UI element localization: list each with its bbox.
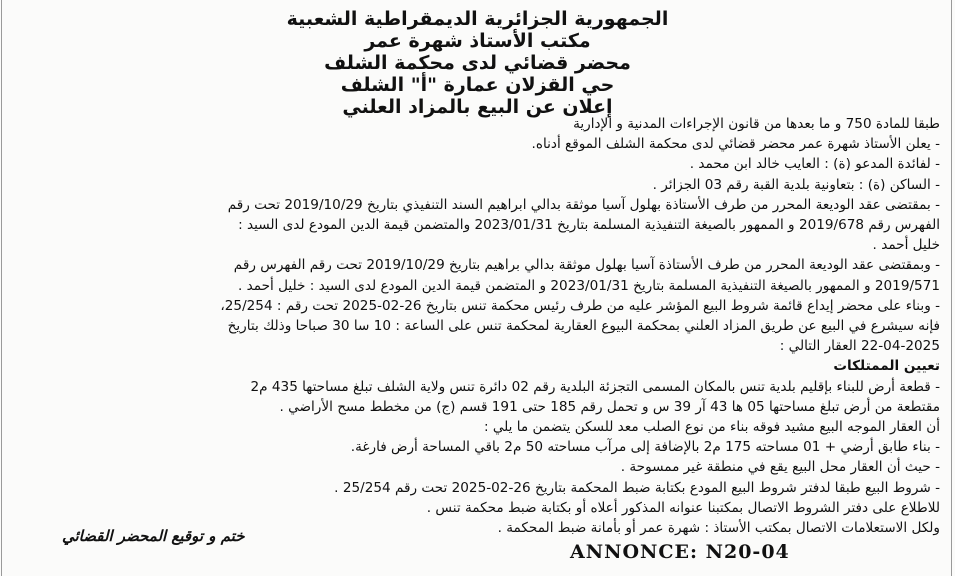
body-line: - بناء طابق أرضي + 01 مساحته 175 م2 بالإضافة إلى مرآب مساحته 50 م2 باقي المساحة أرض فارغة. xyxy=(350,439,940,456)
header-address: حي القزلان عمارة "أ" الشلف xyxy=(340,74,615,96)
body-line: 2019/571 و الممهور بالصيغة التنفيذية المسلمة بتاريخ 2023/01/31 و المتضمن قيمة الدين المودع لدى السيد : خليل أحمد . xyxy=(237,277,940,294)
body-line: للاطلاع على دفتر الشروط الاتصال بمكتبنا عنوانه المذكور أعلاه أو بكتابة ضبط محكمة تنس . xyxy=(426,499,940,516)
notice-title: إعلان عن البيع بالمزاد العلني xyxy=(342,96,613,118)
header-republic: الجمهورية الجزائرية الديمقراطية الشعبية xyxy=(286,8,669,30)
body-line: - شروط البيع طبقا لدفتر شروط البيع المودع بكتابة ضبط المحكمة بتاريخ 26-02-2025 تحت رقم 25/254 . xyxy=(334,479,940,496)
notice-body xyxy=(40,114,940,538)
body-line: - حيث أن العقار محل البيع يقع في منطقة غير ممسوحة . xyxy=(620,459,940,476)
notice-header xyxy=(0,8,955,118)
body-line: فإنه سيشرع في البيع عن طريق المزاد العلني بمحكمة البيوع العقارية لمحكمة تنس على الساعة : 10 سا 30 صباحا وذلك بتاريخ xyxy=(227,318,940,335)
body-line: - وبناء على محضر إيداع قائمة شروط البيع المؤشر عليه من طرف رئيس محكمة تنس بتاريخ 26-02-2025 تحت رقم : 25/254، xyxy=(220,297,940,314)
body-line: خليل أحمد . xyxy=(872,237,940,254)
body-line: - وبمقتضى عقد الوديعة المحرر من طرف الأستاذة آسيا بهلول موثقة بدالي براهيم بتاريخ 2019/10/29 تحت رقم الفهرس رقم xyxy=(233,257,940,274)
body-line: - قطعة أرض للبناء بإقليم بلدية تنس بالمكان المسمى التجزئة البلدية رقم 02 دائرة تنس ولاية الشلف تبلغ مساحتها 435 م2 xyxy=(250,378,940,395)
body-line: مقتطعة من أرض تبلغ مساحتها 05 ها 43 آر 39 س و تحمل رقم 185 حتى 191 قسم (ج) من مخطط مسح الأراضي . xyxy=(279,398,940,415)
body-line: 22-04-2025 العقار التالي : xyxy=(779,338,940,355)
section-heading-properties: تعيين الممتلكات xyxy=(833,358,940,375)
body-line: ولكل الاستعلامات الاتصال بمكتب الأستاذ : شهرة عمر أو بأمانة ضبط المحكمة . xyxy=(497,520,940,537)
body-line: طبقا للمادة 750 و ما بعدها من قانون الإجراءات المدنية و الإدارية xyxy=(573,116,940,132)
body-line: - بمقتضى عقد الوديعة المحرر من طرف الأستاذة بهلول آسيا موثقة بدالي ابراهيم السند التنفيذي بتاريخ 2019/10/29 تحت رقم xyxy=(227,196,940,213)
body-line: الفهرس رقم 2019/678 و الممهور بالصيغة التنفيذية المسلمة بتاريخ 2023/01/31 والمتضمن قيمة الدين المودع لدى السيد : xyxy=(238,217,940,234)
body-line: - لفائدة المدعو (ة) : العايب خالد ابن محمد . xyxy=(689,156,940,173)
header-bailiff: محضر قضائي لدى محكمة الشلف xyxy=(324,52,631,74)
header-office: مكتب الأستاذ شهرة عمر xyxy=(364,30,591,52)
annonce-number: ANNONCE: N20-04 xyxy=(570,541,790,563)
body-line: - يعلن الأستاذ شهرة عمر محضر قضائي لدى محكمة الشلف الموقع أدناه. xyxy=(531,136,940,153)
bailiff-signature: ختم و توقيع المحضر القضائي xyxy=(62,527,245,545)
body-line: - الساكن (ة) : بتعاونية بلدية القبة رقم 03 الجزائر . xyxy=(652,176,940,193)
body-line: أن العقار الموجه البيع مشيد فوقه بناء من نوع الصلب معد للسكن يتضمن ما يلي : xyxy=(483,419,940,436)
